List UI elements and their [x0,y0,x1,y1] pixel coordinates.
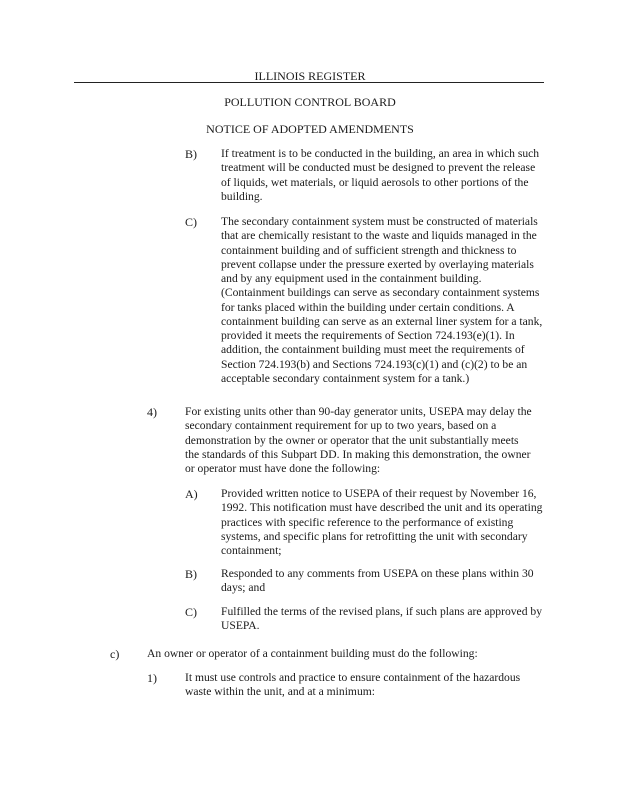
header-rule [74,82,544,83]
item-label-b1: B) [185,147,197,161]
item-text-c2: Fulfilled the terms of the revised plans, if such plans are approved by USEPA. [221,605,542,633]
item-label-1: 1) [147,671,157,685]
board-name: POLLUTION CONTROL BOARD [224,95,396,109]
item-label-a: A) [185,487,198,501]
item-text-1: It must use controls and practice to ensure containment of the hazardous waste within the unit, and at a minimum: [185,671,521,699]
item-label-c1: C) [185,215,197,229]
item-label-4: 4) [147,405,157,419]
item-text-b1: If treatment is to be conducted in the building, an area in which such treatment will be conducted must be designed to prevent the release of liquids, wet materials, or liquid aerosols to other portions of the building. [221,147,540,203]
item-text-a: Provided written notice to USEPA of their request by November 16, 1992. This notification must have described the unit and its operating practices with specific reference to the performance of existing systems, and specific plans for retrofitting the unit with secondary containment; [221,487,543,557]
item-text-c1: The secondary containment system must be constructed of materials that are chemically resistant to the waste and liquids managed in the containment building and of sufficient strength and thickness to prevent collapse under the pressure exerted by overlaying materials and by any equipment used in the containment building. (Containment buildings can serve as secondary containment systems for tanks placed within the building under certain conditions. A containment building can serve as an external liner system for a tank, provided it meets the requirements of Section 724.193(e)(1). In addition, the containment building must meet the requirements of Section 724.193(b) and Sections 724.193(c)(1) and (c)(2) to be an acceptable secondary containment system for a tank.) [221,215,543,385]
register-title: ILLINOIS REGISTER [254,69,366,83]
item-label-c-lower: c) [110,647,120,661]
notice-title: NOTICE OF ADOPTED AMENDMENTS [206,122,414,136]
item-label-c2: C) [185,605,197,619]
item-label-b2: B) [185,567,197,581]
item-text-c-lower: An owner or operator of a containment building must do the following: [147,647,478,660]
item-text-b2: Responded to any comments from USEPA on these plans within 30 days; and [221,567,534,595]
item-text-4: For existing units other than 90-day generator units, USEPA may delay the secondary containment requirement for up to two years, based on a demonstration by the owner or operator that the unit substantially meets the standards of this Subpart DD. In making this demonstration, the owner or operator must have done the following: [185,405,532,475]
